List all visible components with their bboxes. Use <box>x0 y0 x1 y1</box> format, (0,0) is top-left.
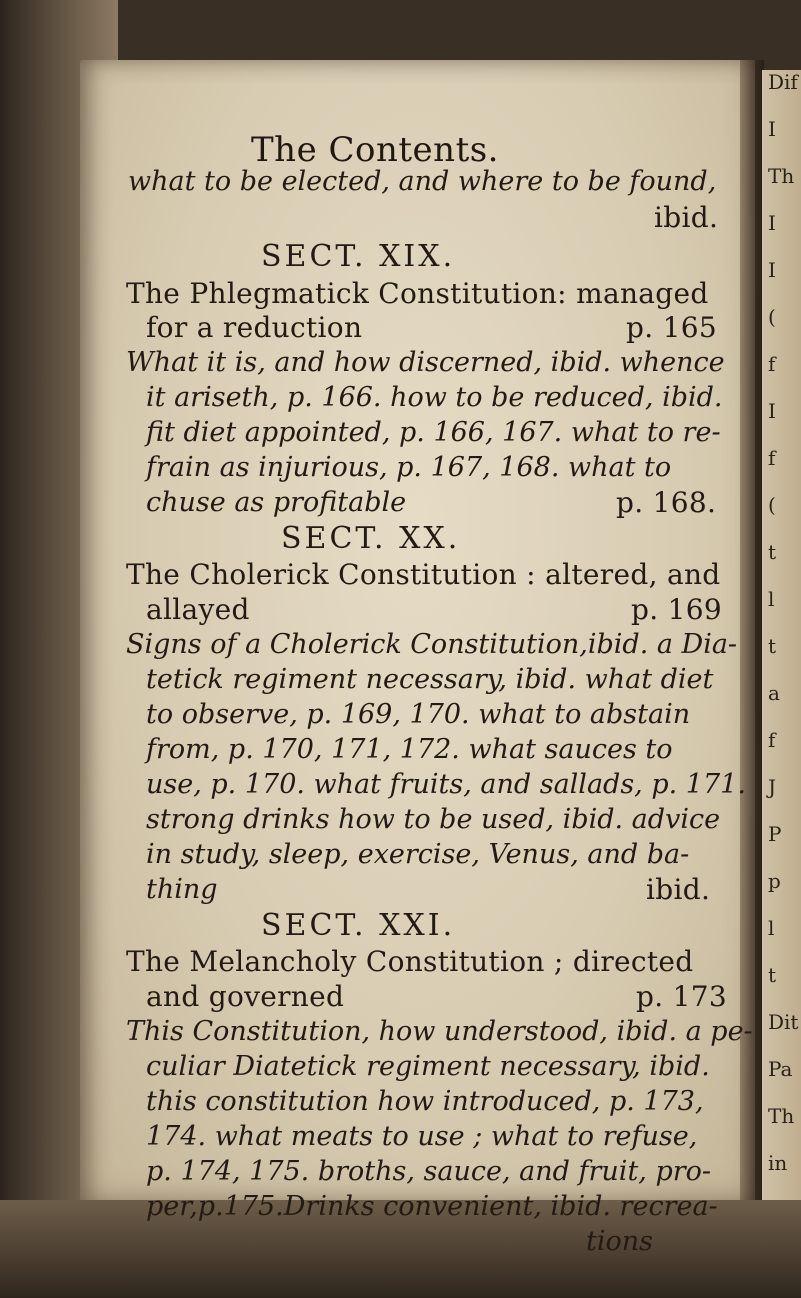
facing-page-fragment <box>762 70 801 1210</box>
facing-page-letter: t <box>768 540 777 564</box>
section-heading: SECT. XXI. <box>261 908 456 943</box>
page-title: The Contents. <box>251 130 499 170</box>
page-ref: ibid. <box>646 873 711 906</box>
text-line: culiar Diatetick regiment necessary, ibid. <box>146 1051 710 1082</box>
page-ref: ibid. <box>654 201 719 234</box>
facing-page-letter: Dif <box>768 70 798 94</box>
section-heading: SECT. XX. <box>281 521 461 556</box>
facing-page-letter: ( <box>768 305 776 329</box>
facing-page-letter: I <box>768 258 776 282</box>
facing-page-letter: Dit <box>768 1010 799 1034</box>
text-line: 174. what meats to use ; what to refuse, <box>146 1121 698 1152</box>
text-line: strong drinks how to be used, ibid. advice <box>146 804 721 835</box>
text-line: fit diet appointed, p. 166, 167. what to re- <box>146 417 721 448</box>
facing-page-letter: P <box>768 822 782 846</box>
facing-page-letter: I <box>768 211 776 235</box>
facing-page-letter: l <box>768 916 775 940</box>
facing-page-letter: p <box>768 869 781 893</box>
section-title: The Phlegmatick Constitution: managed <box>126 277 709 310</box>
facing-page-letter: I <box>768 399 776 423</box>
facing-page-letter: Th <box>768 164 795 188</box>
page-ref: p. 169 <box>631 593 722 626</box>
text-line: use, p. 170. what fruits, and sallads, p. 171. <box>146 769 746 800</box>
text-line: What it is, and how discerned, ibid. whence <box>126 347 725 378</box>
facing-page-letter: f <box>768 352 776 376</box>
text-line: this constitution how introduced, p. 173, <box>146 1086 704 1117</box>
facing-page-letter: ( <box>768 493 776 517</box>
text-line: tions <box>586 1226 653 1257</box>
facing-page-letter: Th <box>768 1104 795 1128</box>
facing-page-letter: f <box>768 728 776 752</box>
text-line: it ariseth, p. 166. how to be reduced, ibid. <box>146 382 723 413</box>
section-heading: SECT. XIX. <box>261 239 456 274</box>
facing-page-letter: l <box>768 587 775 611</box>
text-line: chuse as profitable <box>146 487 407 518</box>
text-line: p. 174, 175. broths, sauce, and fruit, pro- <box>146 1156 712 1187</box>
text-line: frain as injurious, p. 167, 168. what to <box>146 452 672 483</box>
facing-page-letter: t <box>768 634 777 658</box>
section-title: The Melancholy Constitution ; directed <box>126 945 694 978</box>
facing-page-letter: Pa <box>768 1057 793 1081</box>
text-line: to observe, p. 169, 170. what to abstain <box>146 699 691 730</box>
text-line: thing <box>146 874 218 905</box>
facing-page-letter: in <box>768 1151 788 1175</box>
text-line: per,p.175.Drinks convenient, ibid. recrea- <box>146 1191 718 1222</box>
facing-page-letter: t <box>768 963 777 987</box>
facing-page-letter: a <box>768 681 780 705</box>
section-title: The Cholerick Constitution : altered, and <box>126 558 721 591</box>
facing-page-letter: f <box>768 446 776 470</box>
section-title-cont: for a reduction <box>146 311 363 344</box>
text-line: in study, sleep, exercise, Venus, and ba- <box>146 839 690 870</box>
section-title-cont: allayed <box>146 593 250 626</box>
text-line: This Constitution, how understood, ibid. a pe- <box>126 1016 753 1047</box>
text-line: tetick regiment necessary, ibid. what diet <box>146 664 714 695</box>
text-line: what to be elected, and where to be found, <box>128 166 717 197</box>
page-ref: p. 168. <box>616 486 717 519</box>
facing-page-letter: J <box>768 775 777 799</box>
text-line: Signs of a Cholerick Constitution,ibid. a Dia- <box>126 629 738 660</box>
section-title-cont: and governed <box>146 980 345 1013</box>
page-ref: p. 165 <box>626 311 717 344</box>
text-line: from, p. 170, 171, 172. what sauces to <box>146 734 673 765</box>
facing-page-letter: I <box>768 117 776 141</box>
page-ref: p. 173 <box>636 980 727 1013</box>
